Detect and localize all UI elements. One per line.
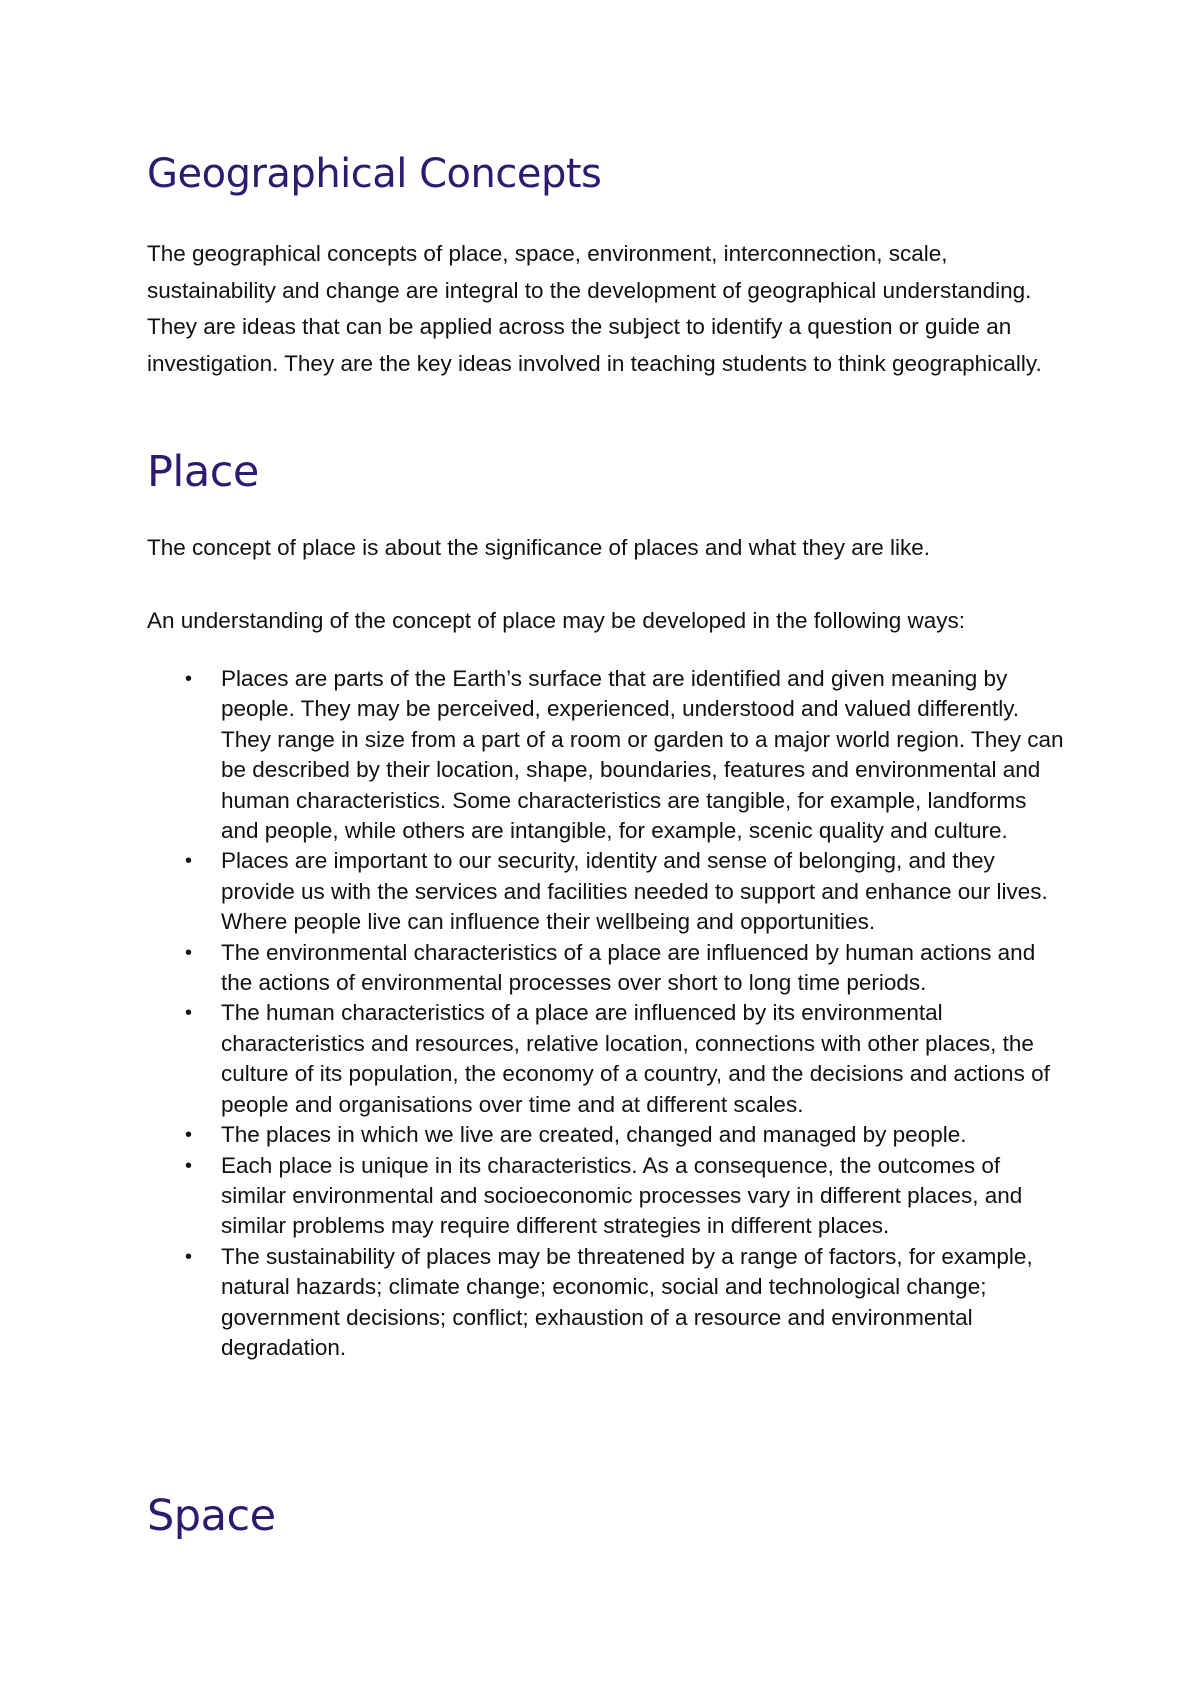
place-lead-in: An understanding of the concept of place may be developed in the following ways: bbox=[147, 608, 966, 633]
list-item-text: The sustainability of places may be threatened by a range of factors, for example, natural hazards; climate change; economic, social and technological change; government decisions; conflict; exhaustion of a resource and environmental degradation. bbox=[221, 1243, 1033, 1360]
list-item-text: Each place is unique in its characteristics. As a consequence, the outcomes of similar environmental and socioeconomic processes vary in different places, and similar problems may require different strategies in different places. bbox=[221, 1152, 1023, 1239]
place-definition: The concept of place is about the significance of places and what they are like. bbox=[147, 535, 930, 560]
list-item-text: The environmental characteristics of a place are influenced by human actions and the actions of environmental processes over short to long time periods. bbox=[221, 939, 1036, 996]
place-bullet-list bbox=[147, 664, 1067, 1363]
list-item bbox=[147, 1242, 1067, 1364]
list-item-text: The human characteristics of a place are influenced by its environmental characteristics and resources, relative location, connections with other places, the culture of its population, the economy of a country, and the decisions and actions of people and organisations over time and at different scales. bbox=[221, 1000, 1050, 1117]
page-title: Geographical Concepts bbox=[147, 151, 602, 197]
list-item bbox=[147, 938, 1067, 999]
intro-paragraph: The geographical concepts of place, space, environment, interconnection, scale, sustainability and change are integral to the development of geographical understanding. They are ideas that can be applied across the subject to identify a question or guide an investigation. They are the key ideas involved in teaching students to think geographically. bbox=[147, 241, 1042, 376]
bullet-icon: • bbox=[185, 1002, 193, 1025]
bullet-icon: • bbox=[185, 1154, 193, 1177]
list-item-text: Places are parts of the Earth’s surface that are identified and given meaning by people. They may be perceived, experienced, understood and valued differently. They range in size from a part of a room or garden to a major world region. They can be described by their location, shape, boundaries, features and environmental and human characteristics. Some characteristics are tangible, for example, landforms and people, while others are intangible, for example, scenic quality and culture. bbox=[221, 666, 1064, 844]
section-heading-space: Space bbox=[147, 1491, 276, 1541]
list-item-text: Places are important to our security, identity and sense of belonging, and they provide us with the services and facilities needed to support and enhance our lives. Where people live can influence their wellbeing and opportunities. bbox=[221, 848, 1048, 935]
list-item-text: The places in which we live are created, changed and managed by people. bbox=[221, 1122, 967, 1148]
list-item bbox=[147, 1120, 1067, 1150]
bullet-icon: • bbox=[185, 668, 193, 690]
bullet-icon: • bbox=[185, 1245, 193, 1268]
list-item bbox=[147, 846, 1067, 937]
list-item bbox=[147, 664, 1067, 846]
list-item bbox=[147, 998, 1067, 1120]
bullet-icon: • bbox=[185, 1124, 193, 1147]
list-item bbox=[147, 1151, 1067, 1242]
bullet-icon: • bbox=[185, 941, 193, 964]
section-heading-place: Place bbox=[147, 447, 259, 497]
bullet-icon: • bbox=[185, 850, 193, 873]
